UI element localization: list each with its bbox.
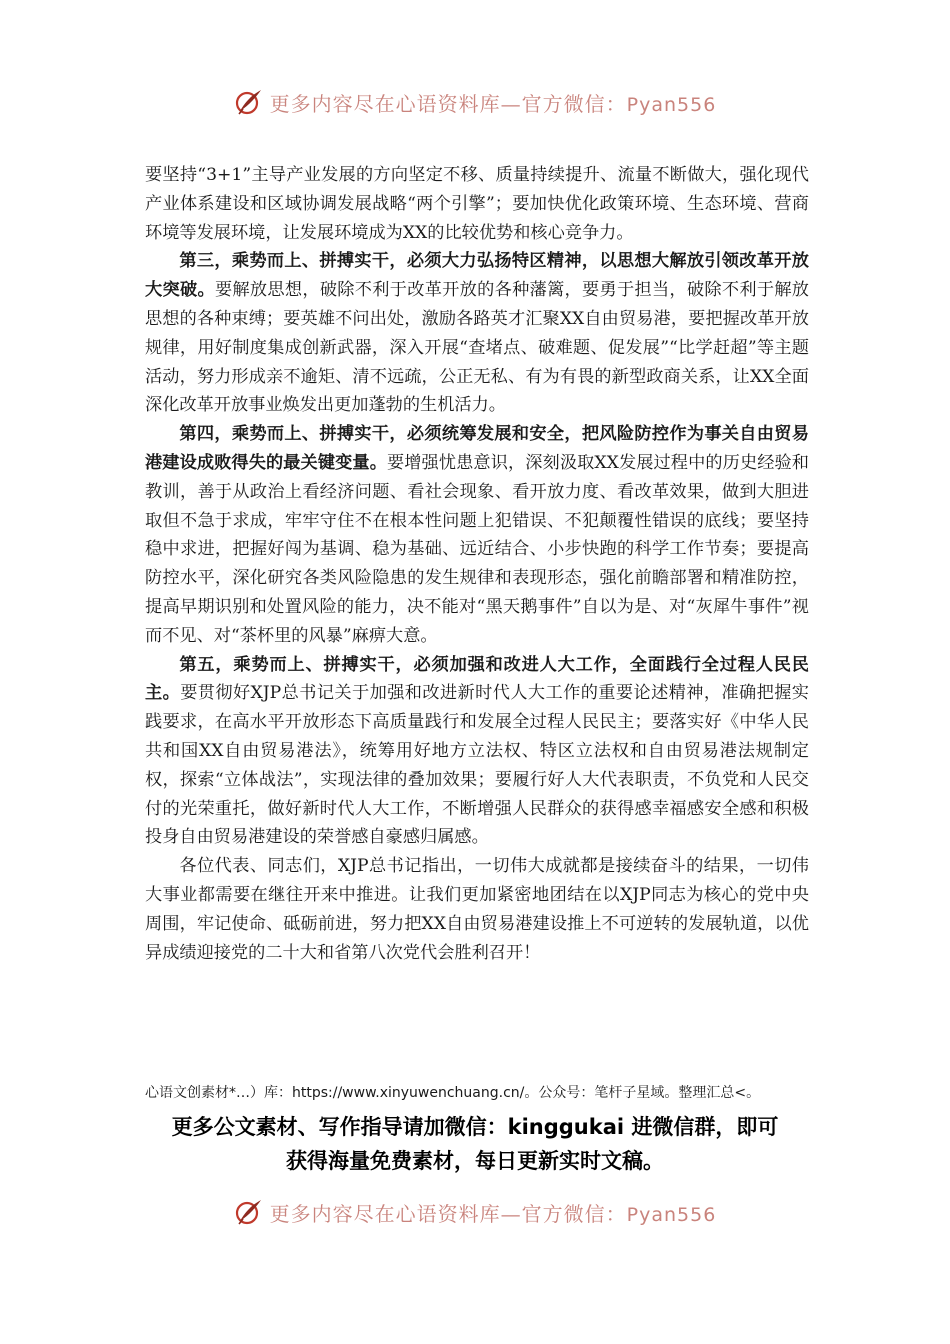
source-attribution: 心语文创素材*…）库：https://www.xinyuwenchuang.cn/。公众号：笔杆子星域。整理汇总<。: [145, 1085, 761, 1101]
text-fifth-point: 要贯彻好XJP总书记关于加强和改进新时代人大工作的重要论述精神，准确把握实践要求，在高水平开放形态下高质量践行和发展全过程人民民主；要落实好《中华人民共和国XX自由贸易港法》，统筹用好地方立法权、特区立法权和自由贸易港法规制定权，探索“立体战法”，实现法律的叠加效果；要履行好人大代表职责，不负党和人民交付的光荣重托，做好新时代人大工作，不断增强人民群众的获得感幸福感安全感和积极投身自由贸易港建设的荣誉感自豪感归属感。: [145, 683, 809, 848]
paragraph-continuation: 要坚持“3+1”主导产业发展的方向坚定不移、质量持续提升、流量不断做大，强化现代产业体系建设和区域协调发展战略“两个引擎”；要加快优化政策环境、生态环境、营商环境等发展环境，让发展环境成为XX的比较优势和核心竞争力。: [145, 165, 809, 243]
text-fourth-point: 要增强忧患意识，深刻汲取XX发展过程中的历史经验和教训，善于从政治上看经济问题、看社会现象、看开放力度、看改革效果，做到大胆进取但不急于求成，牢牢守住不在根本性问题上犯错误、不犯颠覆性错误的底线；要坚持稳中求进，把握好闯为基调、稳为基础、远近结合、小步快跑的科学工作节奏；要提高防控水平，深化研究各类风险隐患的发生规律和表现形态，强化前瞻部署和精准防控，提高早期识别和处置风险的能力，决不能对“黑天鹅事件”自以为是、对“灰犀牛事件”视而不见、对“茶杯里的风暴”麻痹大意。: [145, 452, 809, 646]
quill-logo-icon: [234, 1197, 264, 1227]
footer-wechat-id: Pyan556: [626, 1203, 717, 1226]
paragraph-fifth-point: [145, 651, 809, 853]
heading-third-point: 第三，乘势而上、拼搏实干，必须大力弘扬特区精神，以思想大解放引领改革开放大突破。: [145, 251, 809, 301]
heading-fourth-point: 第四，乘势而上、拼搏实干，必须统筹发展和安全，把风险防控作为事关自由贸易港建设成败得失的最关键变量。: [145, 424, 809, 473]
paragraph-fourth-point: [145, 420, 809, 650]
heading-fifth-point: 第五，乘势而上、拼搏实干，必须加强和改进人大工作，全面践行全过程人民民主。: [145, 654, 809, 704]
header-brand-text: 更多内容尽在心语资料库—官方微信：Pyan556: [269, 91, 717, 116]
paragraph-closing: 各位代表、同志们，XJP总书记指出，一切伟大成就都是接续奋斗的结果，一切伟大事业都需要在继往开来中推进。让我们更加紧密地团结在以XJP同志为核心的党中央周围，牢记使命、砥砺前进，努力把XX自由贸易港建设推上不可逆转的发展轨道，以优异成绩迎接党的二十大和省第八次党代会胜利召开！: [145, 856, 809, 963]
footer-banner: [0, 1190, 950, 1234]
footer-brand-text: 更多内容尽在心语资料库—官方微信：Pyan556: [269, 1201, 717, 1226]
paragraph-third-point: [145, 247, 809, 420]
promo-block: [120, 1110, 830, 1178]
promo-line-2: 获得海量免费素材，每日更新实时文稿。: [286, 1149, 664, 1173]
header-wechat-id: Pyan556: [626, 93, 717, 116]
document-body: [145, 161, 809, 967]
text-third-point: 要解放思想，破除不利于改革开放的各种藩篱，要勇于担当，破除不利于解放思想的各种束缚；要英雄不问出处，激励各路英才汇聚XX自由贸易港，要把握改革开放规律，用好制度集成创新武器，深入开展“查堵点、破难题、促发展”“比学赶超”等主题活动，努力形成亲不逾矩、清不远疏，公正无私、有为有畏的新型政商关系，让XX全面深化改革开放事业焕发出更加蓬勃的生机活力。: [145, 280, 809, 416]
quill-logo-icon: [234, 87, 264, 117]
header-banner: [0, 80, 950, 124]
promo-line-1: 更多公文素材、写作指导请加微信：kinggukai 进微信群，即可: [171, 1115, 779, 1139]
